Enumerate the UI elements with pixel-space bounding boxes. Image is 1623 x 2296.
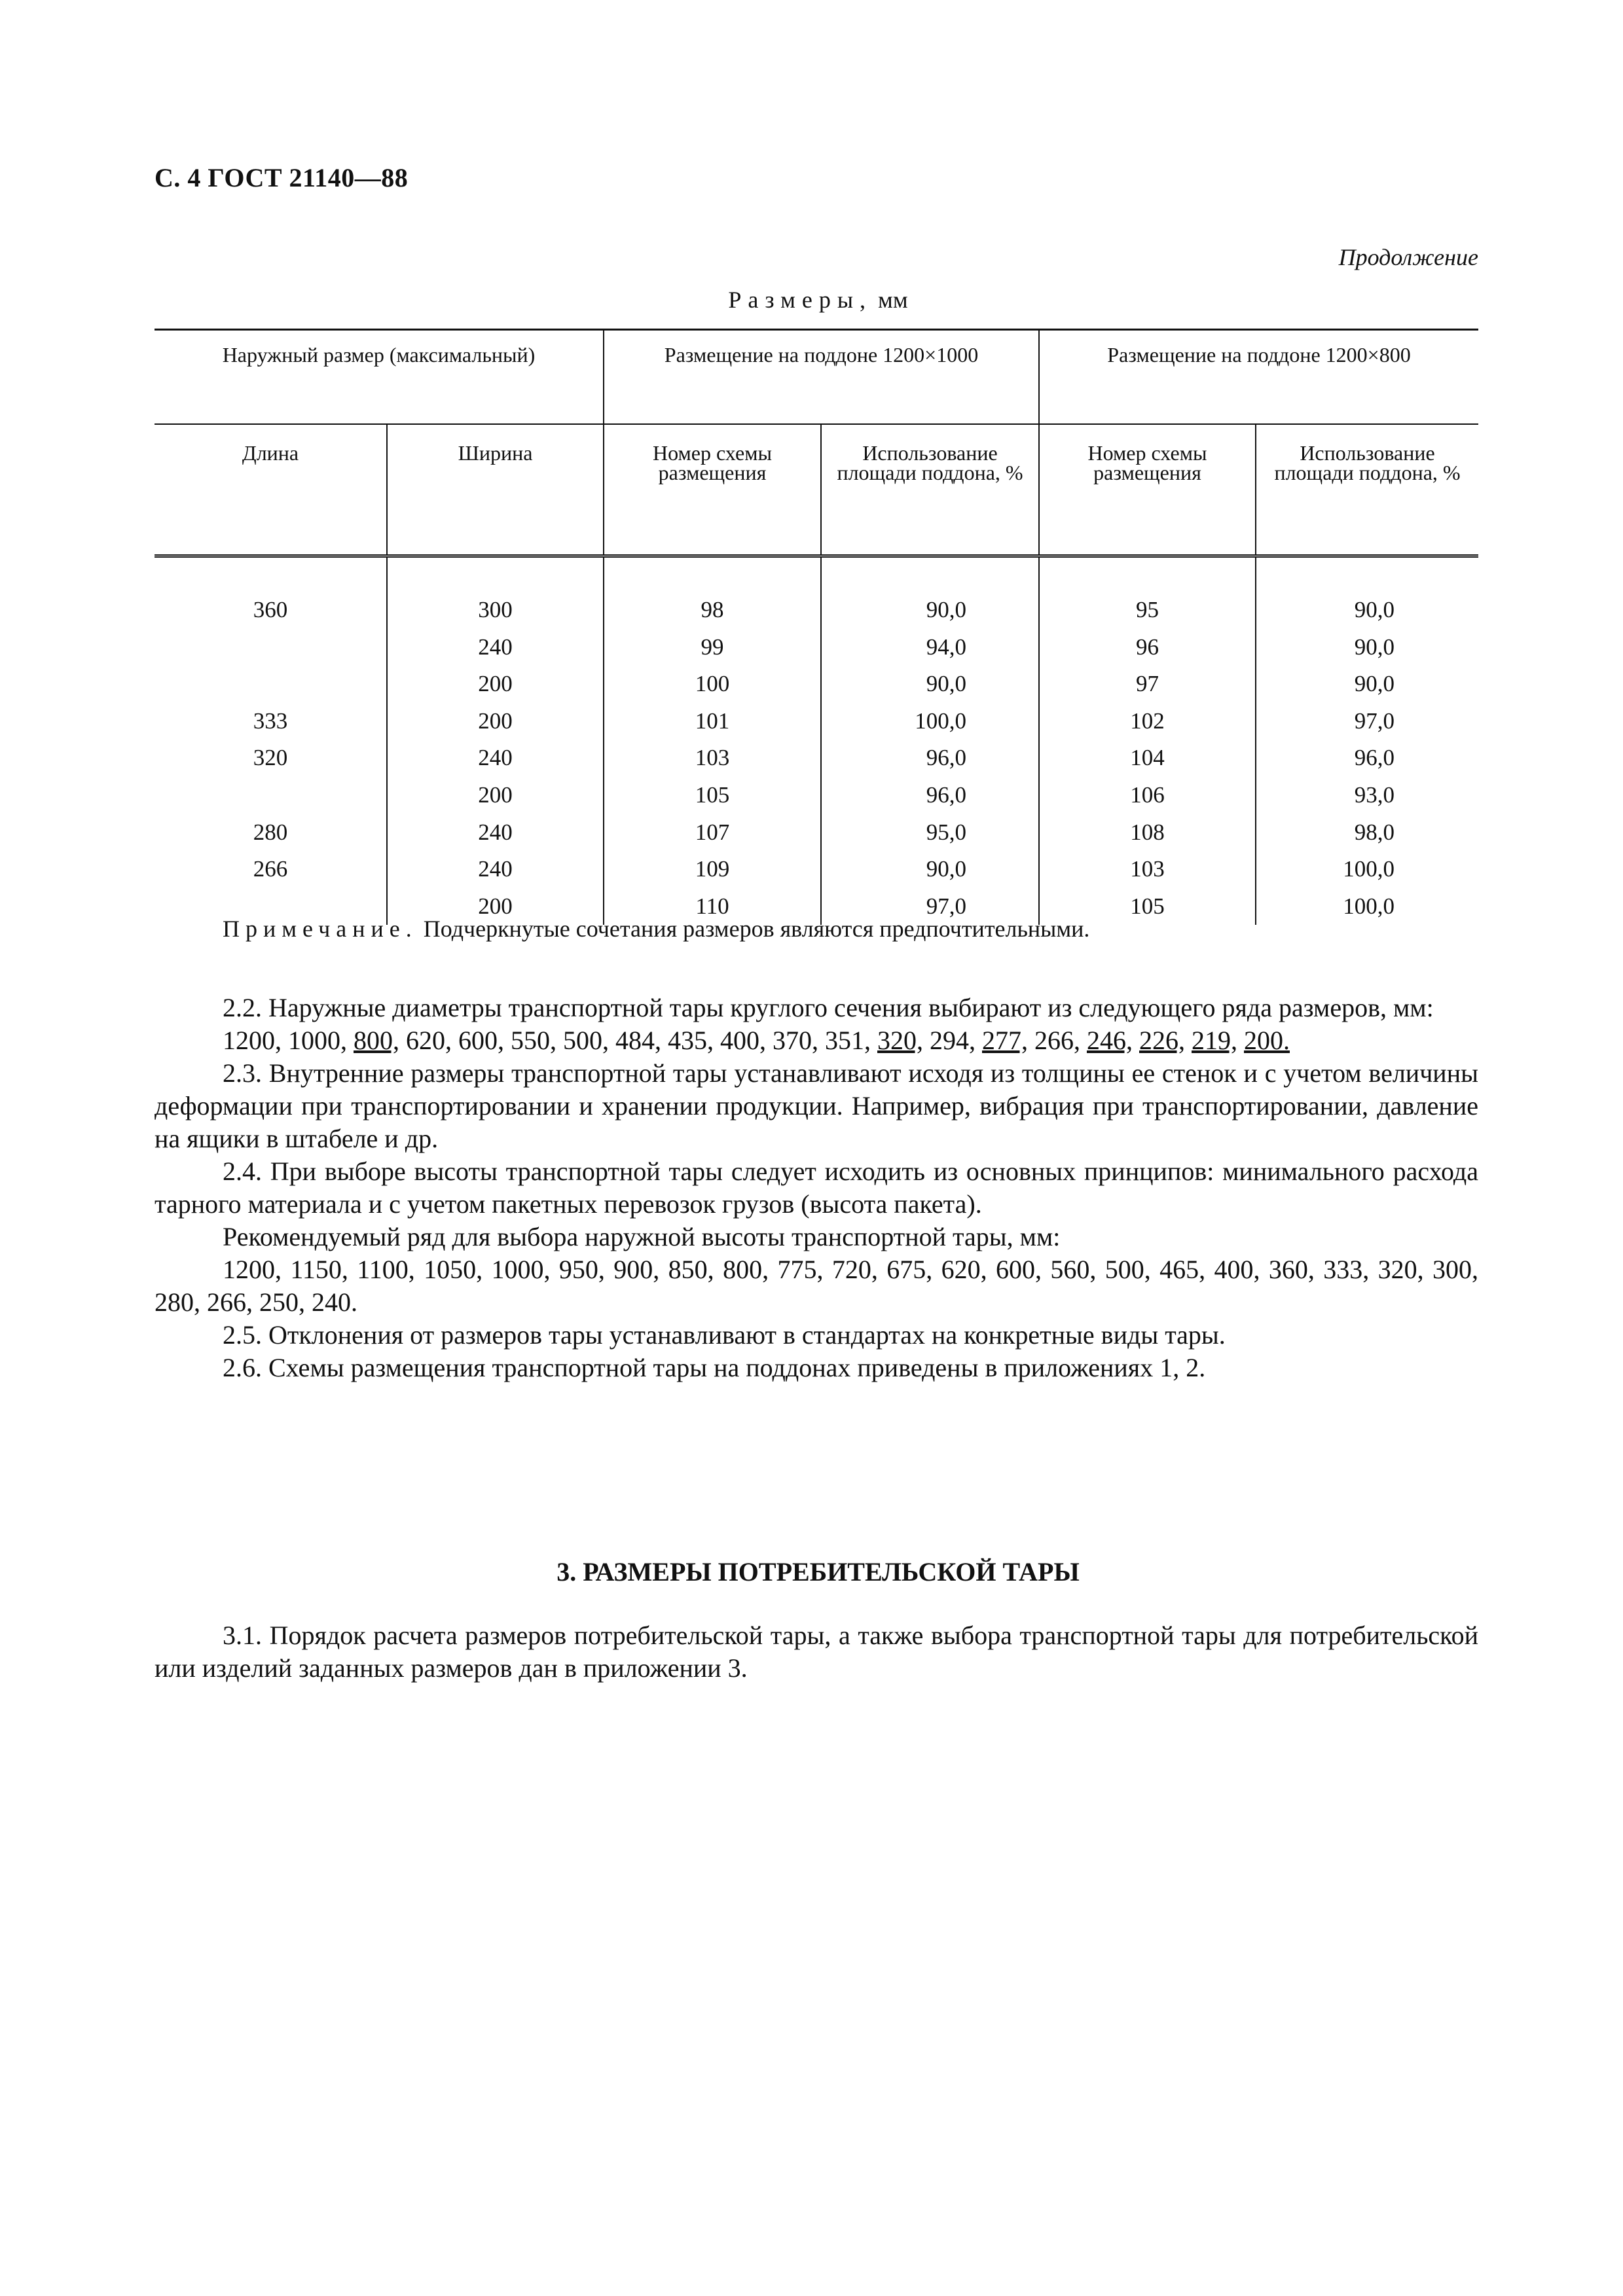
scheme-1-cell: 103 xyxy=(604,740,821,777)
width-cell: 200 xyxy=(387,703,604,740)
note-label: Примечание. xyxy=(223,916,418,942)
paragraph-2-3: 2.3. Внутренние размеры транспортной тары устанавливают исходя из толщины ее стенок и с учетом величины деформации при транспортировании и хранении продукции. Например, вибрация при транспортировании, давление на ящики в штабеле и др. xyxy=(155,1058,1478,1153)
table-row xyxy=(155,814,1478,852)
usage-1-cell: 94,0 xyxy=(821,629,1039,666)
usage-1-cell: 97,0 xyxy=(821,888,1039,925)
length-cell xyxy=(155,629,387,666)
preferred-size: 800, xyxy=(354,1026,399,1055)
width-cell: 240 xyxy=(387,814,604,852)
column-header-usage-1: Использование площади поддона, % xyxy=(821,424,1039,556)
usage-1-cell: 96,0 xyxy=(821,777,1039,814)
table-row xyxy=(155,629,1478,666)
paragraph-2-2: 2.2. Наружные диаметры транспортной тары круглого сечения выбирают из следующего ряда размеров, мм: xyxy=(223,993,1434,1022)
length-cell xyxy=(155,666,387,703)
header-pallet-1200x800: Размещение на поддоне 1200×800 xyxy=(1039,330,1478,425)
usage-1-cell: 90,0 xyxy=(821,851,1039,888)
column-header-length: Длина xyxy=(155,424,387,556)
usage-1-cell: 96,0 xyxy=(821,740,1039,777)
diameter-series-part: 620, 600, 550, 500, 484, 435, 400, 370, 351, xyxy=(399,1026,877,1055)
scheme-1-cell: 101 xyxy=(604,703,821,740)
scheme-2-cell: 105 xyxy=(1039,888,1256,925)
section-3-text xyxy=(155,1619,1478,1685)
paragraph-2-6: 2.6. Схемы размещения транспортной тары на поддонах приведены в приложениях 1, 2. xyxy=(223,1353,1206,1382)
table-row xyxy=(155,666,1478,703)
usage-2-cell: 90,0 xyxy=(1256,556,1478,629)
header-outer-size: Наружный размер (максимальный) xyxy=(155,330,604,425)
length-cell xyxy=(155,777,387,814)
scheme-2-cell: 108 xyxy=(1039,814,1256,852)
usage-1-cell: 90,0 xyxy=(821,666,1039,703)
diameter-series-part: 294, xyxy=(923,1026,982,1055)
usage-2-cell: 90,0 xyxy=(1256,666,1478,703)
usage-2-cell: 100,0 xyxy=(1256,888,1478,925)
table-row xyxy=(155,777,1478,814)
scheme-1-cell: 99 xyxy=(604,629,821,666)
column-header-scheme-2: Номер схемы размещения xyxy=(1039,424,1256,556)
page-header: С. 4 ГОСТ 21140—88 xyxy=(155,163,409,192)
section-3-title: 3. РАЗМЕРЫ ПОТРЕБИТЕЛЬСКОЙ ТАРЫ xyxy=(556,1557,1080,1587)
scheme-2-cell: 103 xyxy=(1039,851,1256,888)
column-header-usage-2: Использование площади поддона, % xyxy=(1256,424,1478,556)
scheme-1-cell: 110 xyxy=(604,888,821,925)
preferred-size: 200. xyxy=(1244,1026,1290,1055)
length-cell: 266 xyxy=(253,856,288,882)
usage-2-cell: 97,0 xyxy=(1256,703,1478,740)
preferred-size: 320, xyxy=(877,1026,923,1055)
usage-2-cell: 93,0 xyxy=(1256,777,1478,814)
paragraph-2-5: 2.5. Отклонения от размеров тары устанавливают в стандартах на конкретные виды тары. xyxy=(223,1320,1226,1350)
width-cell: 200 xyxy=(387,888,604,925)
table-row xyxy=(155,851,1478,888)
scheme-2-cell: 96 xyxy=(1039,629,1256,666)
scheme-1-cell: 107 xyxy=(604,814,821,852)
usage-1-cell: 100,0 xyxy=(821,703,1039,740)
paragraph-3-1: 3.1. Порядок расчета размеров потребительской тары, а также выбора транспортной тары для потребительской или изделий заданных размеров дан в приложении 3. xyxy=(155,1621,1478,1683)
table-row xyxy=(155,556,1478,629)
paragraph-recommended-heights: Рекомендуемый ряд для выбора наружной высоты транспортной тары, мм: xyxy=(223,1222,1061,1251)
table-row xyxy=(155,703,1478,740)
scheme-2-cell: 95 xyxy=(1039,556,1256,629)
scheme-1-cell: 105 xyxy=(604,777,821,814)
width-cell: 240 xyxy=(387,629,604,666)
scheme-1-cell: 98 xyxy=(604,556,821,629)
usage-1-cell: 90,0 xyxy=(821,556,1039,629)
continuation-label: Продолжение xyxy=(1338,244,1478,270)
scheme-1-cell: 100 xyxy=(604,666,821,703)
width-cell: 240 xyxy=(387,851,604,888)
sizes-table xyxy=(155,329,1478,925)
scheme-2-cell: 102 xyxy=(1039,703,1256,740)
preferred-size: 246, xyxy=(1087,1026,1133,1055)
length-cell: 360 xyxy=(253,597,288,622)
table-units-caption xyxy=(0,286,1623,314)
column-header-scheme-1: Номер схемы размещения xyxy=(604,424,821,556)
width-cell: 200 xyxy=(387,777,604,814)
usage-2-cell: 100,0 xyxy=(1256,851,1478,888)
preferred-size: 219, xyxy=(1192,1026,1237,1055)
length-cell: 280 xyxy=(253,819,288,845)
width-cell: 300 xyxy=(387,556,604,629)
length-cell: 320 xyxy=(253,745,288,771)
column-header-width: Ширина xyxy=(387,424,604,556)
preferred-size: 277, xyxy=(982,1026,1028,1055)
section-2-text xyxy=(155,992,1478,1384)
units-caption-label: Размеры, xyxy=(728,287,873,313)
scheme-2-cell: 97 xyxy=(1039,666,1256,703)
heights-series: 1200, 1150, 1100, 1050, 1000, 950, 900, 850, 800, 775, 720, 675, 620, 600, 560, 500, 465, 400, 360, 333, 320, 300, 280, 266, 250, 240. xyxy=(155,1255,1478,1317)
scheme-2-cell: 104 xyxy=(1039,740,1256,777)
width-cell: 200 xyxy=(387,666,604,703)
length-cell: 333 xyxy=(253,708,288,734)
diameter-series-part: 266, xyxy=(1028,1026,1087,1055)
scheme-2-cell: 106 xyxy=(1039,777,1256,814)
table-row xyxy=(155,740,1478,777)
scheme-1-cell: 109 xyxy=(604,851,821,888)
paragraph-2-4: 2.4. При выборе высоты транспортной тары следует исходить из основных принципов: минимального расхода тарного материала и с учетом пакетных перевозок грузов (высота пакета). xyxy=(155,1157,1478,1219)
note-text: Подчеркнутые сочетания размеров являются предпочтительными. xyxy=(417,916,1090,942)
preferred-size: 226, xyxy=(1139,1026,1185,1055)
table-note xyxy=(223,915,1089,942)
diameter-series-part: 1200, 1000, xyxy=(223,1026,354,1055)
usage-2-cell: 98,0 xyxy=(1256,814,1478,852)
usage-2-cell: 96,0 xyxy=(1256,740,1478,777)
diameter-series xyxy=(155,1024,1478,1057)
units-caption-unit: мм xyxy=(872,287,908,313)
header-pallet-1200x1000: Размещение на поддоне 1200×1000 xyxy=(604,330,1039,425)
width-cell: 240 xyxy=(387,740,604,777)
usage-1-cell: 95,0 xyxy=(821,814,1039,852)
usage-2-cell: 90,0 xyxy=(1256,629,1478,666)
